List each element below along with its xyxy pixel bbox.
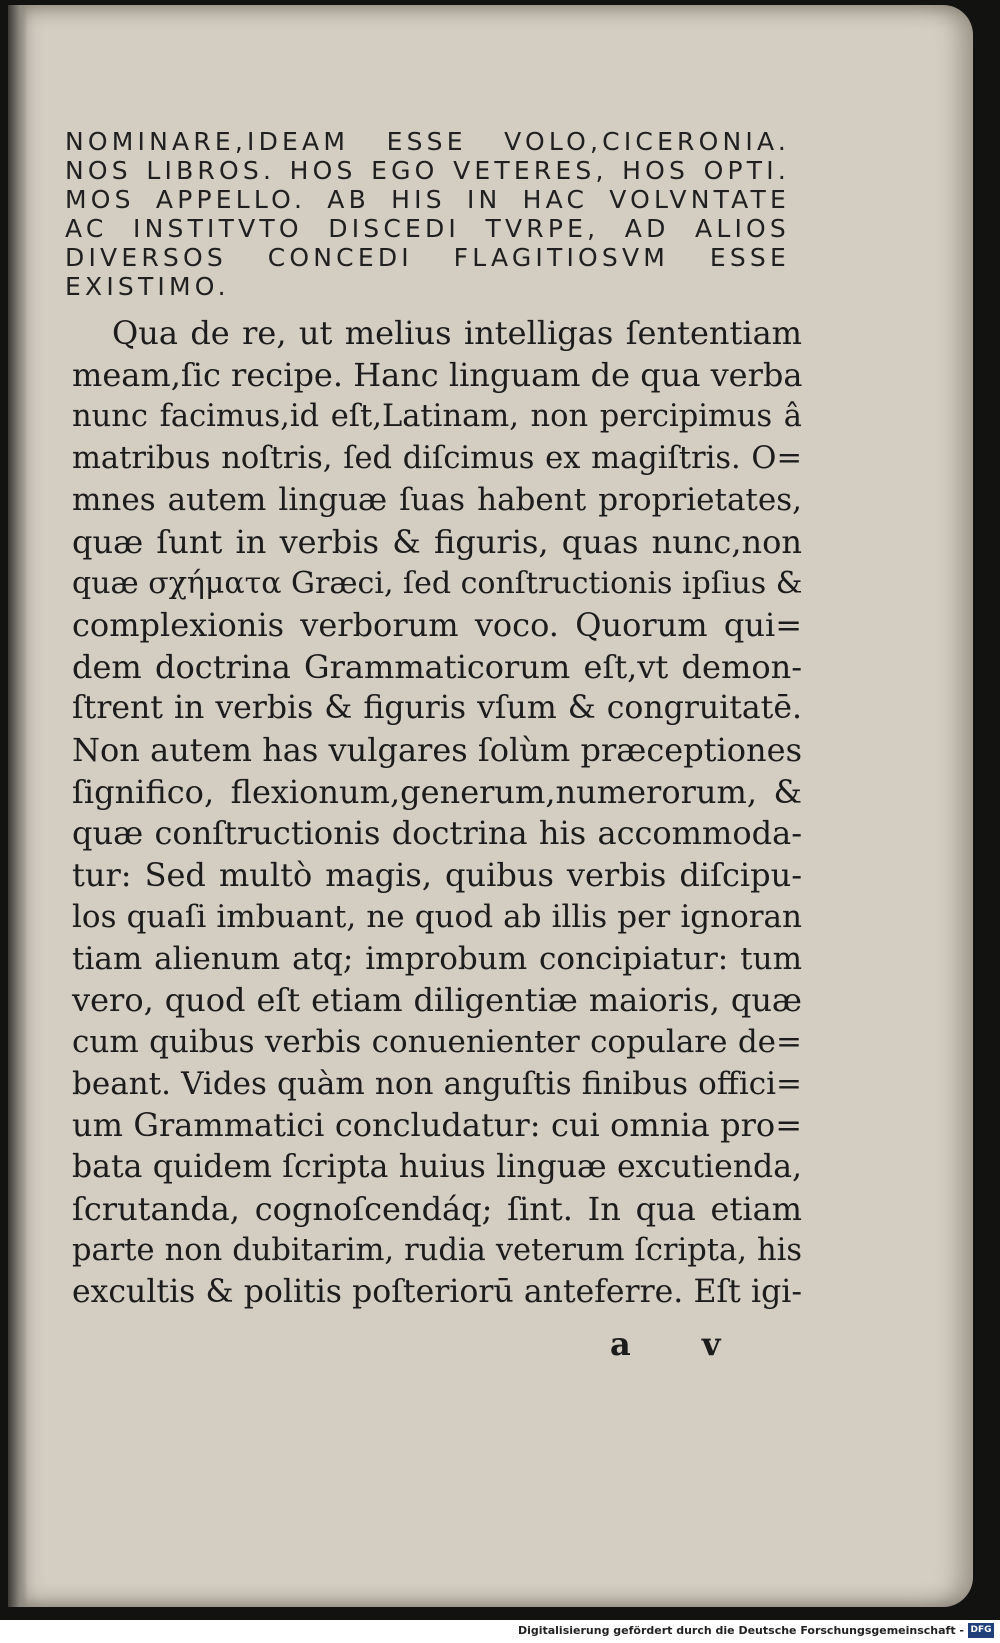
body-line: parte non dubitarim, rudia veterum ſcripta, his (72, 1233, 802, 1269)
body-line: cum quibus verbis conuenienter copulare de= (72, 1023, 802, 1060)
capitals-paragraph (65, 127, 790, 301)
body-line: nunc facimus,id eſt,Latinam, non percipimus â (72, 399, 802, 435)
body-line: bata quidem ſcripta huius linguæ excutienda, (72, 1149, 802, 1186)
body-line: mnes autem linguæ ſuas habent proprietates, (72, 481, 802, 518)
body-paragraph (72, 313, 802, 1314)
signature-mark: a v (610, 1325, 751, 1363)
body-line: dem doctrina Grammaticorum eſt,vt demon- (72, 647, 802, 686)
capitals-line: NOMINARE,IDEAM ESSE VOLO,CICERONIA. (65, 127, 790, 156)
capitals-line: EXISTIMO. (65, 272, 230, 301)
body-line: Qua de re, ut melius intelligas ſententiam (112, 314, 802, 352)
capitals-line: AC INSTITVTO DISCEDI TVRPE, AD ALIOS (65, 214, 790, 243)
capitals-line: NOS LIBROS. HOS EGO VETERES, HOS OPTI. (65, 156, 790, 185)
dfg-logo: DFG (968, 1623, 994, 1638)
body-line: Non autem has vulgares ſolùm præceptiones (72, 731, 802, 770)
body-line: vero, quod eſt etiam diligentiæ maioris, quæ (72, 981, 802, 1020)
body-line: quæ conſtructionis doctrina his accommoda- (72, 814, 802, 853)
footer-bar (0, 1620, 1000, 1643)
body-line: matribus noſtris, ſed diſcimus ex magiſtris. O= (72, 441, 802, 477)
body-line: tur: Sed multò magis, quibus verbis diſcipu- (72, 856, 802, 895)
body-line: ſtrent in verbis & figuris vſum & congruitatē. (72, 690, 802, 727)
body-line: excultis & politis poſteriorū anteferre. Eſt igi- (72, 1274, 802, 1311)
body-line: complexionis verborum voco. Quorum qui= (72, 605, 802, 644)
body-line: meam,ſic recipe. Hanc linguam de qua verba (72, 355, 803, 394)
body-line: beant. Vides quàm non anguſtis finibus offici= (72, 1065, 802, 1102)
page-gutter (8, 5, 28, 1607)
body-line: quæ σχήματα Græci, ſed conſtructionis ipſius & (72, 566, 803, 602)
capitals-line: DIVERSOS CONCEDI FLAGITIOSVM ESSE (65, 243, 790, 272)
body-line: ſcrutanda, cognoſcendáq; ſint. In qua etiam (72, 1189, 802, 1228)
funding-note: Digitalisierung gefördert durch die Deutsche Forschungsgemeinschaft - (517, 1624, 964, 1637)
body-line: quæ ſunt in verbis & figuris, quas nunc,non (72, 522, 802, 561)
body-line: los quaſi imbuant, ne quod ab illis per ignoran (72, 898, 802, 935)
capitals-line: MOS APPELLO. AB HIS IN HAC VOLVNTATE (65, 185, 790, 214)
body-line: ſignifico, flexionum,generum,numerorum, & (72, 772, 802, 811)
body-line: tiam alienum atq; improbum concipiatur: tum (72, 940, 802, 977)
body-line: um Grammatici concludatur: cui omnia pro= (72, 1106, 802, 1145)
